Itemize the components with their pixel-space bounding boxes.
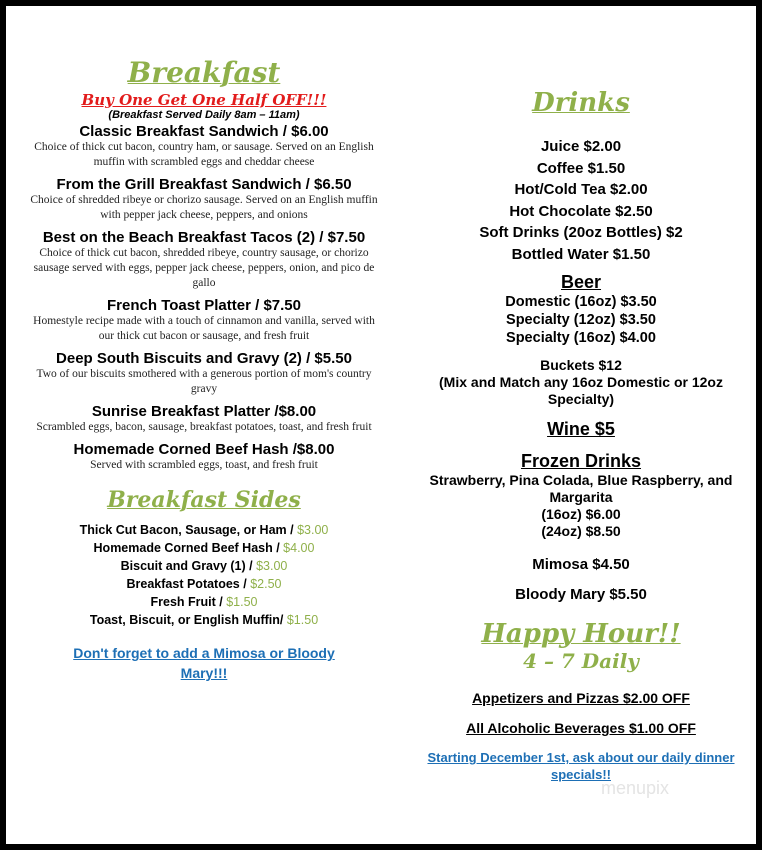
happy-hour-title: Happy Hour!! (481, 619, 681, 649)
drink-item: Hot Chocolate $2.50 (509, 202, 653, 220)
item-name: French Toast Platter / $7.50 (107, 297, 301, 314)
item-name: Classic Breakfast Sandwich / $6.00 (79, 123, 329, 140)
drink-item: Juice $2.00 (540, 138, 622, 155)
drink-item: Soft Drinks (20oz Bottles) $2 (479, 224, 683, 241)
breakfast-item (24, 350, 384, 397)
item-description: Choice of thick cut bacon, shredded ribeye, country sausage, or chorizo sausage served with eggs, pepper jack cheese, peppers, onion, and pico de gallo (33, 247, 375, 289)
item-description: Scrambled eggs, bacon, sausage, breakfast potatoes, toast, and fresh fruit (36, 421, 372, 433)
beer-heading: Beer (560, 272, 602, 292)
item-description: Homestyle recipe made with a touch of cinnamon and vanilla, served with our thick cut bacon or sausage, and fresh fruit (33, 315, 375, 342)
item-description: Served with scrambled eggs, toast, and fresh fruit (90, 459, 318, 471)
happy-hour-deal: All Alcoholic Beverages $1.00 OFF (466, 720, 696, 736)
beer-item: Specialty (16oz) $4.00 (506, 330, 656, 346)
item-name: Homemade Corned Beef Hash /$8.00 (73, 441, 335, 458)
dinner-specials-link[interactable]: Starting December 1st, ask about our daily dinner specials!! (427, 750, 735, 782)
beer-item: Domestic (16oz) $3.50 (505, 294, 657, 310)
side-item (24, 539, 384, 557)
item-name: Sunrise Breakfast Platter /$8.00 (91, 403, 317, 420)
breakfast-item (24, 123, 384, 170)
side-price: $3.00 (297, 523, 329, 537)
beer-item: Specialty (12oz) $3.50 (506, 312, 656, 328)
buckets-price: Buckets $12 (540, 357, 622, 373)
sides-title: Breakfast Sides (107, 487, 301, 513)
side-name: Toast, Biscuit, or English Muffin/ (89, 613, 287, 627)
drinks-title: Drinks (532, 88, 630, 118)
wine-heading: Wine $5 (547, 419, 615, 439)
item-description: Two of our biscuits smothered with a generous portion of mom's country gravy (36, 368, 372, 395)
drink-item: Bottled Water $1.50 (511, 245, 651, 263)
item-name: From the Grill Breakfast Sandwich / $6.50 (56, 176, 352, 193)
item-description: Choice of shredded ribeye or chorizo sausage. Served on an English muffin with pepper jack cheese, peppers, and onions (30, 194, 378, 221)
side-price: $2.50 (250, 577, 282, 591)
mimosa-note-link[interactable]: Don't forget to add a Mimosa or Bloody Mary!!! (73, 645, 335, 681)
side-item (24, 611, 384, 629)
side-name: Thick Cut Bacon, Sausage, or Ham / (79, 523, 298, 537)
side-name: Breakfast Potatoes / (126, 577, 251, 591)
promo-banner: Buy One Get One Half OFF!!! (81, 91, 327, 109)
item-name: Deep South Biscuits and Gravy (2) / $5.50 (56, 350, 352, 367)
item-description: Choice of thick cut bacon, country ham, or sausage. Served on an English muffin with scrambled eggs and cheddar cheese (34, 141, 374, 168)
item-name: Best on the Beach Breakfast Tacos (2) / $7.50 (42, 229, 366, 246)
breakfast-title: Breakfast (127, 56, 281, 89)
side-price: $3.00 (256, 559, 288, 573)
side-name: Homemade Corned Beef Hash / (93, 541, 284, 555)
side-item (24, 575, 384, 593)
side-price: $1.50 (226, 595, 258, 609)
frozen-24oz: (24oz) $8.50 (541, 523, 621, 539)
side-price: $1.50 (286, 613, 319, 627)
side-name: Biscuit and Gravy (1) / (120, 559, 257, 573)
breakfast-item (24, 297, 384, 344)
bloody-mary-price: Bloody Mary $5.50 (515, 585, 647, 603)
watermark: menupix (601, 778, 670, 798)
happy-hour-deal: Appetizers and Pizzas $2.00 OFF (472, 690, 690, 706)
serving-hours: (Breakfast Served Daily 8am – 11am) (108, 109, 300, 121)
side-item (24, 593, 384, 611)
sides-list (24, 521, 384, 629)
buckets-note: (Mix and Match any 16oz Domestic or 12oz Specialty) (439, 374, 723, 407)
drink-item: Hot/Cold Tea $2.00 (514, 181, 648, 198)
breakfast-item (24, 403, 384, 435)
breakfast-item (24, 176, 384, 223)
side-price: $4.00 (283, 541, 315, 555)
breakfast-column (24, 56, 384, 683)
happy-hour-time: 4 – 7 Daily (523, 649, 639, 673)
side-item (24, 557, 384, 575)
mimosa-price: Mimosa $4.50 (532, 556, 630, 573)
breakfast-item (24, 441, 384, 473)
breakfast-item (24, 229, 384, 291)
frozen-drinks-heading: Frozen Drinks (520, 451, 642, 471)
menu-page (6, 6, 756, 844)
drinks-column (416, 88, 746, 783)
side-name: Fresh Fruit / (150, 595, 227, 609)
frozen-16oz: (16oz) $6.00 (541, 506, 621, 522)
drink-item: Coffee $1.50 (536, 159, 626, 177)
side-item (24, 521, 384, 539)
frozen-flavors: Strawberry, Pina Colada, Blue Raspberry, and Margarita (429, 472, 733, 505)
